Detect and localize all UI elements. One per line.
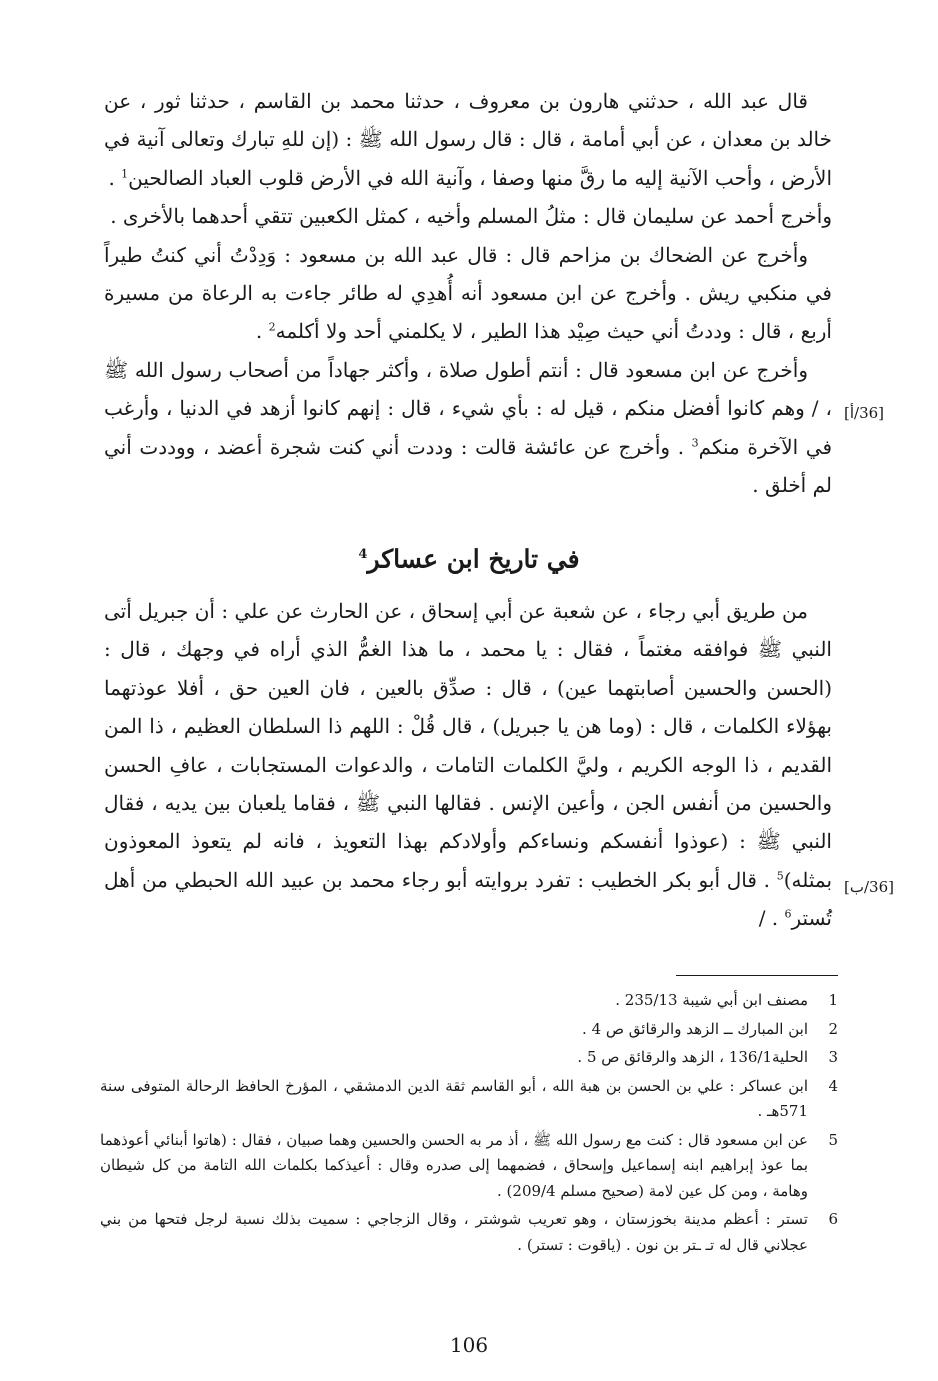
footnote-number: 4 xyxy=(828,1076,838,1095)
page-number: 106 xyxy=(449,1333,489,1357)
footnote-number: 2 xyxy=(828,1019,838,1038)
footnote-number: 3 xyxy=(828,1048,838,1066)
footnote-ref-3[interactable]: 3 xyxy=(691,436,699,449)
paragraph-5: من طريق أبي رجاء ، عن شعبة عن أبي إسحاق ، عن الحارث عن علي : أن جبريل أتى النبي ﷺ فوافقه مغتماً ، فقال : يا محمد ، ما هذا الغمُّ الذي أراه في وجهك ، قال : (الحسن والحسين أصابتهما عين) ، قال : صدِّق بالعين ، فان العين حق ، أفلا عوذتهما بهؤلاء الكلمات ، قال : (وما هن يا جبريل) ، قال قُلْ : اللهم ذا السلطان العظيم ، ذا المن القديم ، ذا الوجه الكريم ، وليَّ الكلمات التامات ، والدعوات المستجابات ، عافِ الحسن والحسين من أنفس الجن ، وأعين الإنس . فقالها النبي ﷺ ، فقاما يلعبان بين يديه ، فقال النبي ﷺ : (عوذوا أنفسكم ونساءكم وأولادكم بهذا التعويذ ، فانه لم يتعوذ المعوذون بمثله)$^5$ . قال أبو بكر الخطيب : تفرد بروايته أبو رجاء محمد بن عبيد الله الحبطي من أهل تُستر$^6$ . / xyxy=(104,599,833,931)
footnote-text: تستر : أعظم مدينة بخوزستان ، وهو تعريب شوشتر ، وقال الزجاجي : سميت بذلك نسبة لرجل فتحها من بني عجلاني قال له تـ ـتر بن نون . (ياقوت : تستر) . xyxy=(100,1210,808,1254)
main-text xyxy=(104,82,832,504)
footnote-ref-2[interactable]: 2 xyxy=(268,320,276,334)
footnotes xyxy=(100,988,838,1261)
footnote-ref-4[interactable]: 4 xyxy=(358,547,368,562)
section-text xyxy=(104,592,832,938)
footnote-text: عن ابن مسعود قال : كنت مع رسول الله ﷺ ، أذ مر به الحسن والحسين وهما صبيان ، فقال : (هاتوا أبنائي أعوذهما بما عوذ إبراهيم ابنه إسماعيل وإسحاق ، فضمهما إلى صدره وقال : أعيذكما بكلمات الله التامة من كل شيطان وهامة ، ومن كل عين لامة (صحيح مسلم 209/4) . xyxy=(100,1130,808,1200)
margin-folio-note-36a: [36/أ] xyxy=(844,404,885,422)
footnote-text: الحلية136/1 ، الزهد والرقائق ص 5 . xyxy=(577,1048,808,1066)
footnote-separator xyxy=(676,975,838,976)
paragraph-2: وأخرج أحمد عن سليمان قال : مثلُ المسلم وأخيه ، كمثل الكعبين تتقي أحدهما بالأخرى . xyxy=(110,204,832,229)
footnote-ref-1[interactable]: 1 xyxy=(121,167,129,181)
footnote-text: ابن عساكر : علي بن الحسن بن هبة الله ، أبو القاسم ثقة الدين الدمشقي ، المؤرخ الحافظ الرحالة المتوفى سنة 571هـ . xyxy=(100,1076,808,1120)
section-heading: في تاريخ ابن عساكر$^4$ xyxy=(358,544,580,574)
footnote-text: ابن المبارك ــ الزهد والرقائق ص 4 . xyxy=(582,1019,808,1038)
footnote-ref-6[interactable]: 6 xyxy=(784,907,792,921)
paragraph-3: وأخرج عن الضحاك بن مزاحم قال : قال عبد الله بن مسعود : وَدِدْتُ أني كنتُ طيراً في منكبي ريش . وأخرج عن ابن مسعود أنه أُهدِي له طائر جاءت به الرعاة من مسيرة أربع ، قال : وددتُ أني حيث صِيْد هذا الطير ، لا يكلمني أحد ولا أكلمه$^2$ . xyxy=(104,242,832,344)
paragraph-1: قال عبد الله ، حدثني هارون بن معروف ، حدثنا محمد بن القاسم ، حدثنا ثور ، عن خالد بن معدان ، عن أبي أمامة ، قال : قال رسول الله ﷺ : (إن للهِ تبارك وتعالى آنية في الأرض ، وأحب الآنية إليه ما رقَّ منها وصفا ، وآنية الله في الأرض قلوب العباد الصالحين$^1$ . xyxy=(104,89,832,190)
paragraph-4: وأخرج عن ابن مسعود قال : أنتم أطول صلاة ، وأكثر جهاداً من أصحاب رسول الله ﷺ ، / وهم كانوا أفضل منكم ، قيل له : بأي شيء ، قال : إنهم كانوا أزهد في الدنيا ، وأرغب في الآخرة منكم$^3$ . وأخرج عن عائشة قالت : وددت أني كنت شجرة أعضد ، ووددت أني لم أخلق . xyxy=(104,357,832,498)
footnote-number: 6 xyxy=(828,1210,838,1228)
footnote-5 xyxy=(100,1128,838,1205)
margin-folio-note-36b: [36/ب] xyxy=(844,878,894,896)
footnote-number: 1 xyxy=(828,991,838,1009)
footnote-number: 5 xyxy=(828,1130,838,1149)
footnote-4 xyxy=(100,1074,838,1125)
footnote-text: مصنف ابن أبي شيبة 235/13 . xyxy=(615,991,808,1009)
footnote-ref-5[interactable]: 5 xyxy=(776,869,784,883)
footnote-6 xyxy=(100,1207,838,1258)
footnote-3 xyxy=(100,1045,838,1071)
footnote-1 xyxy=(100,988,838,1014)
footnote-2 xyxy=(100,1017,838,1043)
